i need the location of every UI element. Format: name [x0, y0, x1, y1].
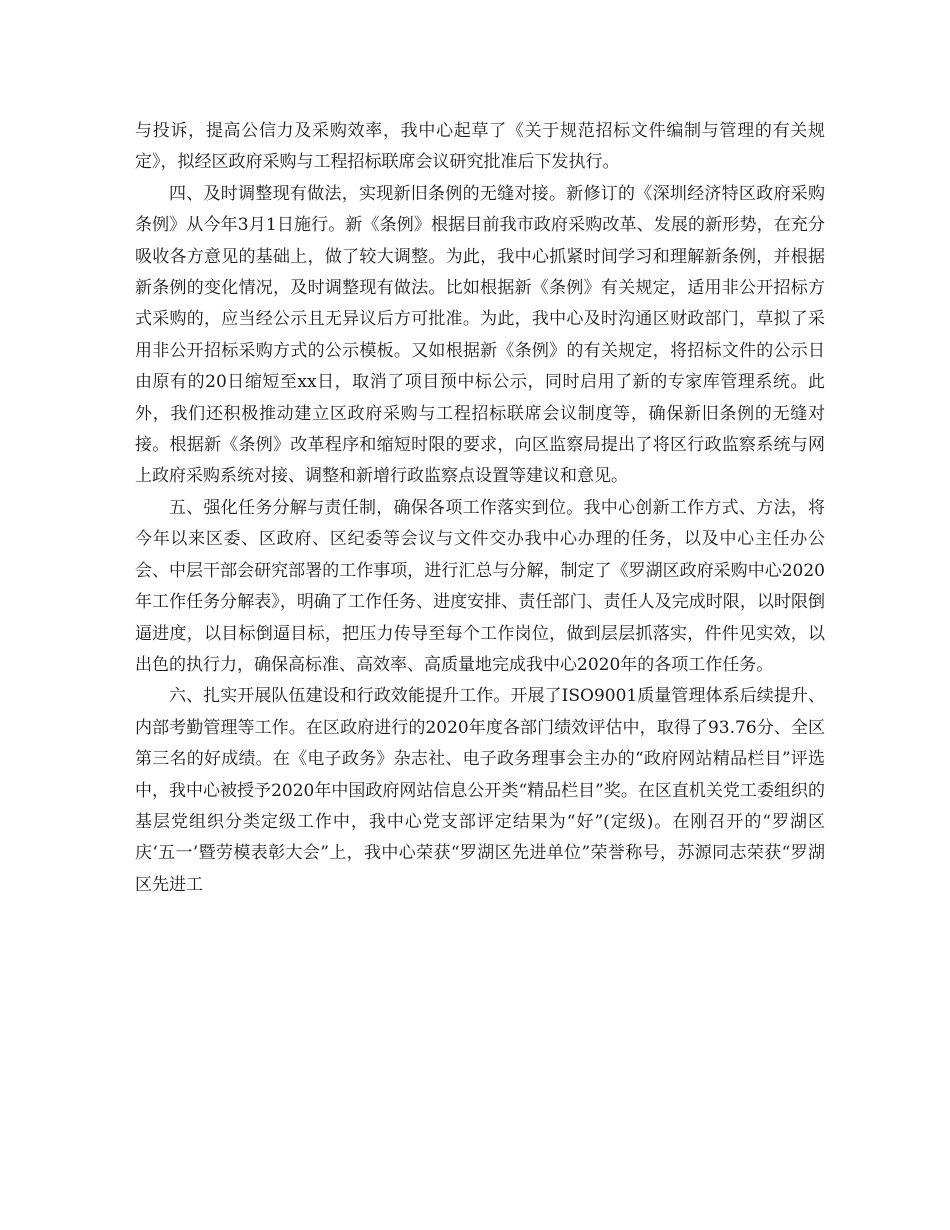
paragraph-1: 与投诉，提高公信力及采购效率，我中心起草了《关于规范招标文件编制与管理的有关规定》，拟经区政府采购与工程招标联席会议研究批准后下发执行。 — [135, 121, 825, 173]
paragraph-4: 六、扎实开展队伍建设和行政效能提升工作。开展了ISO9001质量管理体系后续提升、内部考勤管理等工作。在区政府进行的2020年度各部门绩效评估中，取得了93.76分、全区第三名的好成绩。在《电子政务》杂志社、电子政务理事会主办的“政府网站精品栏目”评选中，我中心被授予2020年中国政府网站信息公开类“精品栏目”奖。在区直机关党工委组织的基层党组织分类定级工作中，我中心党支部评定结果为“好”(定级)。在刚召开的“罗湖区庆‘五一’暨劳模表彰大会”上，我中心荣获“罗湖区先进单位”荣誉称号，苏源同志荣获“罗湖区先进工 — [135, 686, 825, 895]
paragraph-3: 五、强化任务分解与责任制，确保各项工作落实到位。我中心创新工作方式、方法，将今年以来区委、区政府、区纪委等会议与文件交办我中心办理的任务，以及中心主任办公会、中层干部会研究部署的工作事项，进行汇总与分解，制定了《罗湖区政府采购中心2020年工作任务分解表》，明确了工作任务、进度安排、责任部门、责任人及完成时限，以时限倒逼进度，以目标倒逼目标，把压力传导至每个工作岗位，做到层层抓落实，件件见实效，以出色的执行力，确保高标准、高效率、高质量地完成我中心2020年的各项工作任务。 — [135, 497, 825, 675]
document-body — [135, 116, 825, 901]
paragraph-2: 四、及时调整现有做法，实现新旧条例的无缝对接。新修订的《深圳经济特区政府采购条例》从今年3月1日施行。新《条例》根据目前我市政府采购改革、发展的新形势，在充分吸收各方意见的基础上，做了较大调整。为此，我中心抓紧时间学习和理解新条例，并根据新条例的变化情况，及时调整现有做法。比如根据新《条例》有关规定，适用非公开招标方式采购的，应当经公示且无异议后方可批准。为此，我中心及时沟通区财政部门，草拟了采用非公开招标采购方式的公示模板。又如根据新《条例》的有关规定，将招标文件的公示日由原有的20日缩短至xx日，取消了项目预中标公示，同时启用了新的专家库管理系统。此外，我们还积极推动建立区政府采购与工程招标联席会议制度等，确保新旧条例的无缝对接。根据新《条例》改革程序和缩短时限的要求，向区监察局提出了将区行政监察系统与网上政府采购系统对接、调整和新增行政监察点设置等建议和意见。 — [135, 183, 825, 487]
